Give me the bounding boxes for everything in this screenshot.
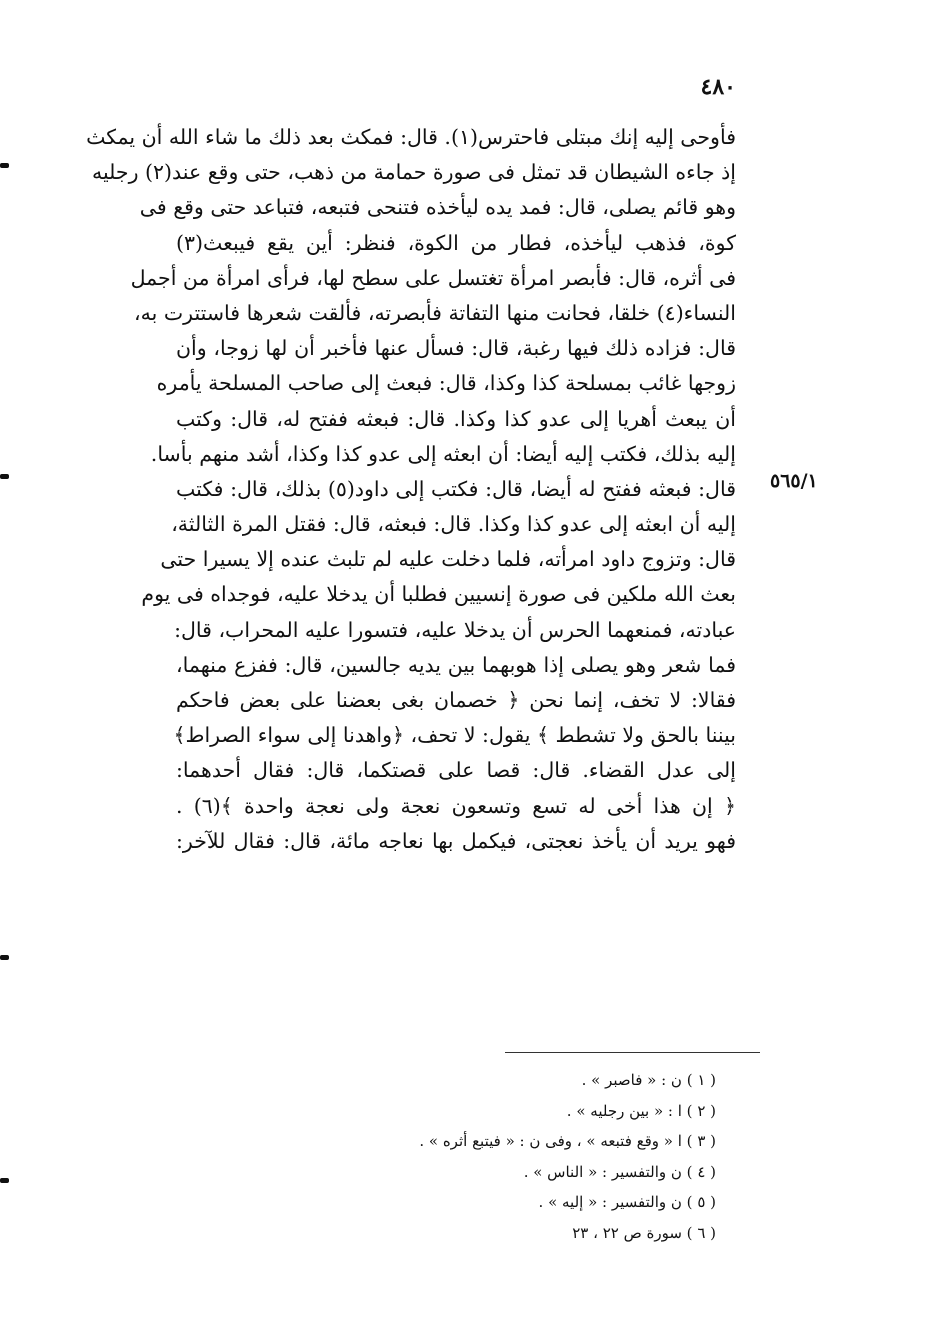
footnote: ( ٥ ) ن والتفسير : « إليه » . [538,1193,716,1211]
body-line: إلى عدل القضاء. قال: قصا على قصتكما، قال: فقال أحدهما: [176,758,736,783]
margin-reference: ٥٦٥/١ [770,470,818,492]
body-line: زوجها غائب بمسلحة كذا وكذا، قال: فبعث إلى صاحب المسلحة يأمره [156,371,736,396]
body-line: بعث الله ملكين فى صورة إنسيين فطلبا أن يدخلا عليه، فوجداه فى يوم [141,582,736,607]
body-line: إليه أن ابعثه إلى عدو كذا وكذا. قال: فبعثه، قال: فقتل المرة الثالثة، [171,512,736,537]
footnote: ( ١ ) ن : « فاصبر » . [581,1071,716,1089]
body-line: ﴿ إن هذا أخى له تسع وتسعون نعجة ولى نعجة واحدة ﴾(٦) . [176,793,736,818]
scan-edge-mark [0,955,9,960]
footnote: ( ٣ ) ا « وقع فتبعه » ، وفى ن : « فيتبع أثره » . [419,1132,716,1150]
footnote: ( ٤ ) ن والتفسير : « الناس » . [523,1162,716,1181]
body-text [86,120,736,859]
body-line: فهو يريد أن يأخذ نعجتى، فيكمل بها نعاجه مائة، قال: فقال للآخر: [176,828,736,853]
body-line: بيننا بالحق ولا تشطط ﴾ يقول: لا تحف، ﴿واهدنا إلى سواء الصراط﴾ [173,723,736,748]
body-line: وهو قائم يصلى، قال: فمد يده ليأخذه فتنحى فتبعه، فتباعد حتى وقع فى [139,195,736,220]
body-line: إليه بذلك، فكتب إليه أيضا: أن ابعثه إلى عدو كذا وكذا، أشد منهم بأسا. [150,441,736,466]
footnote-divider [505,1052,760,1053]
footnote: ( ٦ ) سورة ص ٢٢ ، ٢٣ [572,1223,716,1242]
page-number: ٤٨٠ [700,74,736,100]
body-line: إذ جاءه الشيطان قد تمثل فى صورة حمامة من ذهب، حتى وقع عند(٢) رجليه [91,160,736,185]
body-line: عبادته، فمنعهما الحرس أن يدخلا عليه، فتسورا عليه المحراب، قال: [174,617,736,642]
body-line: أن يبعث أهريا إلى عدو كذا وكذا. قال: فبعثه ففتح له، قال: وكتب [176,406,736,431]
body-line: قال: وتزوج داود امرأته، فلما دخلت عليه لم تلبث عنده إلا يسيرا حتى [160,547,736,572]
body-line: فقالا: لا تخف، إنما نحن ﴿ خصمان بغى بعضنا على بعض فاحكم [176,688,736,712]
body-line: كوة، فذهب ليأخذه، فطار من الكوة، فنظر: أين يقع فيبعث(٣) [176,230,736,255]
scan-edge-mark [0,474,9,479]
body-line: فى أثره، قال: فأبصر امرأة تغتسل على سطح لها، فرأى امرأة من أجمل [130,265,736,290]
footnote: ( ٢ ) ا : « بين رجليه » . [566,1101,716,1120]
body-line: فما شعر وهو يصلى إذا هوبهما بين يديه جالسين، قال: ففزع منهما، [176,652,736,677]
scan-edge-mark [0,163,9,168]
scan-edge-mark [0,1178,9,1183]
body-line: فأوحى إليه إنك مبتلى فاحترس(١). قال: فمكث بعد ذلك ما شاء الله أن يمكث [86,125,736,149]
body-line: النساء(٤) خلقا، فحانت منها التفاتة فأبصرته، فألقت شعرها فاستترت به، [134,300,736,325]
body-line: قال: فبعثه ففتح له أيضا، قال: فكتب إلى داود(٥) بذلك، قال: فكتب [176,476,736,501]
body-line: قال: فزاده ذلك فيها رغبة، قال: فسأل عنها فأخبر أن لها زوجا، وأن [176,336,736,361]
footnotes [419,1065,716,1248]
